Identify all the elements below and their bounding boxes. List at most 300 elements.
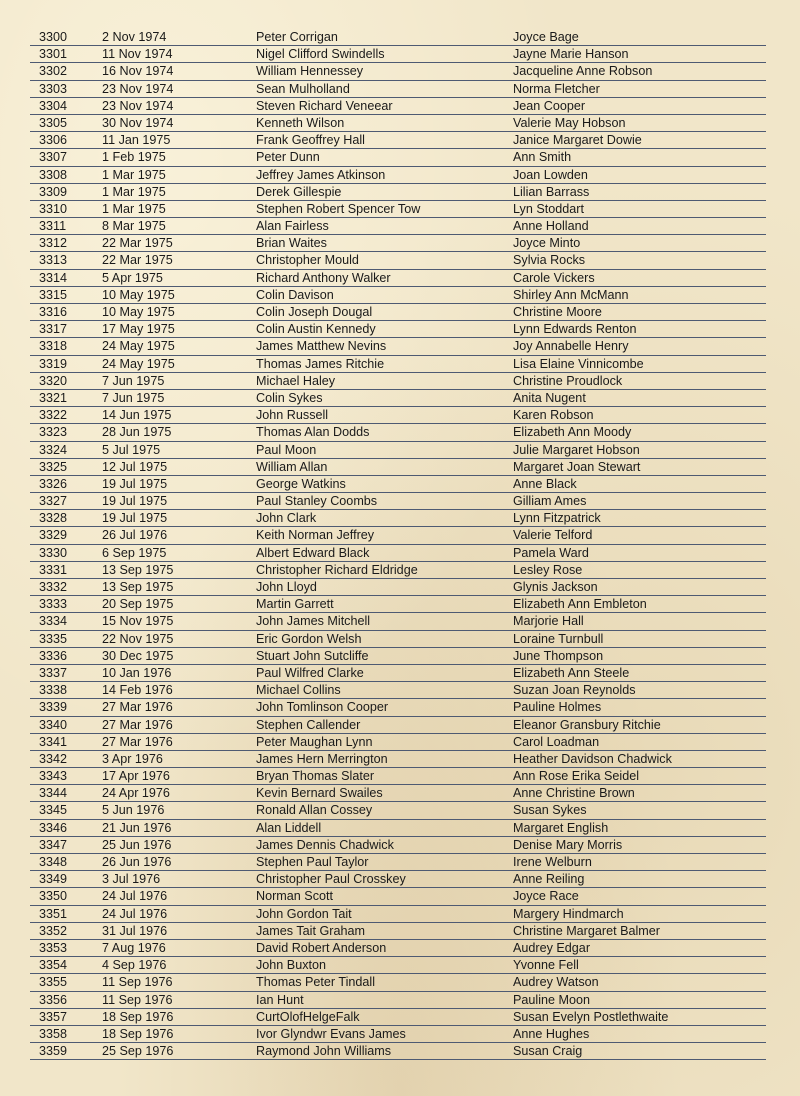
bride-name: Norma Fletcher [513,81,600,96]
marriage-date: 5 Jun 1976 [102,803,165,818]
table-row [30,613,766,630]
marriage-date: 24 Apr 1976 [102,786,170,801]
marriage-date: 18 Sep 1976 [102,1009,174,1024]
table-row [30,957,766,974]
groom-name: Stephen Robert Spencer Tow [256,201,421,216]
groom-name: Ivor Glyndwr Evans James [256,1026,406,1041]
entry-number: 3348 [39,855,68,869]
entry-number: 3326 [39,476,68,491]
bride-name: Joy Annabelle Henry [513,339,629,354]
groom-name: Frank Geoffrey Hall [256,133,365,148]
marriage-date: 23 Nov 1974 [102,98,174,113]
groom-name: Norman Scott [256,889,333,904]
groom-name: Paul Moon [256,442,317,457]
groom-name: Richard Anthony Walker [256,270,391,285]
marriage-date: 19 Jul 1975 [102,494,168,509]
marriage-date: 10 Jan 1976 [102,665,172,680]
bride-name: Lisa Elaine Vinnicombe [513,356,644,371]
entry-number: 3334 [39,614,68,629]
groom-name: Eric Gordon Welsh [256,631,362,646]
entry-number: 3332 [39,580,68,594]
groom-name: Steven Richard Veneear [256,98,393,113]
table-row [30,442,766,459]
table-row [30,562,766,579]
marriage-date: 18 Sep 1976 [102,1026,174,1041]
groom-name: James Matthew Nevins [256,339,387,354]
marriage-date: 8 Mar 1975 [102,219,166,234]
bride-name: Jacqueline Anne Robson [513,64,653,79]
table-row [30,871,766,888]
entry-number: 3328 [39,511,68,526]
table-row [30,167,766,184]
groom-name: Paul Stanley Coombs [256,494,378,509]
table-row [30,631,766,648]
entry-number: 3341 [39,734,68,749]
bride-name: Anne Christine Brown [513,786,635,801]
entry-number: 3329 [39,528,68,543]
groom-name: William Hennessey [256,64,364,79]
groom-name: Kenneth Wilson [256,115,345,130]
bride-name: Pamela Ward [513,545,589,560]
bride-name: Anne Holland [513,219,589,234]
marriage-date: 2 Nov 1974 [102,30,167,44]
entry-number: 3340 [39,717,68,732]
entry-number: 3304 [39,98,68,113]
bride-name: Elizabeth Ann Embleton [513,597,647,612]
entry-number: 3303 [39,81,68,96]
bride-name: Loraine Turnbull [513,631,604,646]
bride-name: Lynn Fitzpatrick [513,511,601,526]
entry-number: 3311 [39,219,67,234]
entry-number: 3354 [39,958,68,973]
table-row [30,510,766,527]
bride-name: Margaret English [513,820,609,835]
table-row [30,1009,766,1026]
entry-number: 3310 [39,201,68,216]
bride-name: Ann Smith [513,150,572,165]
bride-name: Ann Rose Erika Seidel [513,769,640,784]
entry-number: 3308 [39,167,68,182]
groom-name: Christopher Paul Crosskey [256,872,406,887]
table-row [30,802,766,819]
bride-name: Julie Margaret Hobson [513,442,640,457]
table-row [30,785,766,802]
table-row [30,459,766,476]
groom-name: Christopher Richard Eldridge [256,562,418,577]
table-row [30,270,766,287]
marriage-date: 24 Jul 1976 [102,889,168,904]
marriage-date: 13 Sep 1975 [102,580,174,594]
bride-name: Gilliam Ames [513,494,587,509]
entry-number: 3315 [39,287,68,302]
entry-number: 3344 [39,786,68,801]
marriage-date: 5 Jul 1975 [102,442,161,457]
marriage-date: 16 Nov 1974 [102,64,174,79]
entry-number: 3342 [39,751,68,766]
table-row [30,596,766,613]
bride-name: Suzan Joan Reynolds [513,683,636,698]
entry-number: 3301 [39,47,68,62]
table-row [30,992,766,1009]
bride-name: Valerie May Hobson [513,115,626,130]
marriage-date: 6 Sep 1975 [102,545,167,560]
table-row [30,734,766,751]
table-row [30,29,766,46]
table-row [30,115,766,132]
table-row [30,63,766,80]
entry-number: 3347 [39,837,68,852]
table-row [30,407,766,424]
entry-number: 3337 [39,665,68,680]
table-row [30,98,766,115]
table-row [30,356,766,373]
groom-name: Peter Dunn [256,150,320,165]
bride-name: Margaret Joan Stewart [513,459,641,474]
bride-name: Audrey Watson [513,975,599,990]
table-row [30,373,766,390]
table-row [30,252,766,269]
groom-name: Alan Liddell [256,820,322,835]
entry-number: 3355 [39,975,68,990]
bride-name: Irene Welburn [513,855,592,869]
groom-name: Derek Gillespie [256,184,342,199]
groom-name: Ronald Allan Cossey [256,803,373,818]
bride-name: Lyn Stoddart [513,201,584,216]
bride-name: Joyce Race [513,889,579,904]
entry-number: 3333 [39,597,68,612]
bride-name: Elizabeth Ann Steele [513,665,630,680]
marriage-date: 10 May 1975 [102,287,175,302]
groom-name: Thomas Peter Tindall [256,975,375,990]
entry-number: 3322 [39,408,68,423]
bride-name: Marjorie Hall [513,614,584,629]
entry-number: 3320 [39,373,68,388]
bride-name: Lilian Barrass [513,184,590,199]
marriage-date: 7 Aug 1976 [102,940,166,955]
table-row [30,184,766,201]
bride-name: Denise Mary Morris [513,837,623,852]
bride-name: Anne Reiling [513,872,585,887]
table-row [30,304,766,321]
bride-name: Christine Proudlock [513,373,623,388]
entry-number: 3302 [39,64,68,79]
marriage-date: 10 May 1975 [102,305,175,319]
groom-name: Albert Edward Black [256,545,370,560]
table-row [30,390,766,407]
marriage-date: 20 Sep 1975 [102,597,174,612]
entry-number: 3343 [39,769,68,784]
groom-name: Stephen Paul Taylor [256,855,369,869]
groom-name: Keith Norman Jeffrey [256,528,375,543]
marriage-date: 14 Feb 1976 [102,683,173,698]
groom-name: Michael Collins [256,683,341,698]
groom-name: James Dennis Chadwick [256,837,394,852]
groom-name: Martin Garrett [256,597,334,612]
bride-name: Anita Nugent [513,390,586,405]
entry-number: 3312 [39,236,68,251]
entry-number: 3309 [39,184,68,199]
entry-number: 3339 [39,700,68,715]
groom-name: John Tomlinson Cooper [256,700,389,715]
marriage-date: 14 Jun 1975 [102,408,172,423]
bride-name: Anne Black [513,476,577,491]
table-row [30,1026,766,1043]
entry-number: 3358 [39,1026,68,1041]
table-row [30,940,766,957]
entry-number: 3345 [39,803,68,818]
entry-number: 3324 [39,442,68,457]
bride-name: Jean Cooper [513,98,586,113]
entry-number: 3359 [39,1044,68,1059]
marriage-date: 12 Jul 1975 [102,459,168,474]
groom-name: John Gordon Tait [256,906,352,921]
table-row [30,287,766,304]
groom-name: George Watkins [256,476,346,491]
bride-name: Lesley Rose [513,562,583,577]
register-table [30,29,766,1060]
entry-number: 3307 [39,150,68,165]
marriage-date: 17 May 1975 [102,322,175,337]
groom-name: Brian Waites [256,236,327,251]
bride-name: Christine Moore [513,305,602,319]
table-row [30,888,766,905]
table-row [30,338,766,355]
groom-name: John James Mitchell [256,614,371,629]
table-row [30,820,766,837]
groom-name: Colin Joseph Dougal [256,305,373,319]
marriage-date: 11 Jan 1975 [102,133,171,148]
entry-number: 3317 [39,322,68,337]
table-row [30,906,766,923]
table-row [30,493,766,510]
table-row [30,974,766,991]
table-row [30,579,766,596]
entry-number: 3300 [39,30,68,44]
entry-number: 3346 [39,820,68,835]
marriage-date: 24 May 1975 [102,356,175,371]
table-row [30,132,766,149]
marriage-date: 11 Sep 1976 [102,975,173,990]
table-row [30,923,766,940]
marriage-date: 22 Mar 1975 [102,236,173,251]
table-row [30,545,766,562]
groom-name: Thomas James Ritchie [256,356,385,371]
marriage-date: 27 Mar 1976 [102,717,173,732]
entry-number: 3353 [39,940,68,955]
entry-number: 3338 [39,683,68,698]
bride-name: Heather Davidson Chadwick [513,751,672,766]
groom-name: Stephen Callender [256,717,361,732]
bride-name: Carol Loadman [513,734,600,749]
marriage-date: 27 Mar 1976 [102,700,173,715]
bride-name: Pauline Moon [513,992,591,1007]
marriage-date: 30 Dec 1975 [102,648,174,663]
bride-name: Joan Lowden [513,167,588,182]
groom-name: Bryan Thomas Slater [256,769,375,784]
bride-name: Lynn Edwards Renton [513,322,637,337]
table-row [30,854,766,871]
bride-name: Susan Craig [513,1044,583,1059]
marriage-date: 1 Mar 1975 [102,201,166,216]
table-row [30,751,766,768]
entry-number: 3335 [39,631,68,646]
groom-name: Nigel Clifford Swindells [256,47,385,62]
groom-name: Peter Maughan Lynn [256,734,373,749]
table-row [30,46,766,63]
groom-name: James Hern Merrington [256,751,388,766]
groom-name: Thomas Alan Dodds [256,425,370,440]
groom-name: CurtOlofHelgeFalk [256,1009,360,1024]
entry-number: 3351 [39,906,68,921]
groom-name: Ian Hunt [256,992,304,1007]
bride-name: Elizabeth Ann Moody [513,425,632,440]
table-row [30,837,766,854]
bride-name: Glynis Jackson [513,580,598,594]
groom-name: James Tait Graham [256,923,365,938]
table-row [30,768,766,785]
entry-number: 3352 [39,923,68,938]
marriage-date: 27 Mar 1976 [102,734,173,749]
groom-name: Christopher Mould [256,253,359,268]
bride-name: Susan Evelyn Postlethwaite [513,1009,669,1024]
entry-number: 3356 [39,992,68,1007]
entry-number: 3323 [39,425,68,440]
groom-name: Jeffrey James Atkinson [256,167,386,182]
marriage-date: 7 Jun 1975 [102,390,165,405]
marriage-date: 30 Nov 1974 [102,115,174,130]
marriage-date: 28 Jun 1975 [102,425,172,440]
marriage-date: 1 Feb 1975 [102,150,166,165]
bride-name: Audrey Edgar [513,940,591,955]
entry-number: 3327 [39,494,68,509]
table-row [30,527,766,544]
bride-name: Joyce Minto [513,236,581,251]
entry-number: 3305 [39,115,68,130]
entry-number: 3349 [39,872,68,887]
entry-number: 3319 [39,356,68,371]
marriage-date: 19 Jul 1975 [102,476,168,491]
groom-name: Paul Wilfred Clarke [256,665,364,680]
table-row [30,665,766,682]
marriage-date: 4 Sep 1976 [102,958,167,973]
marriage-date: 15 Nov 1975 [102,614,174,629]
groom-name: Colin Davison [256,287,334,302]
marriage-date: 17 Apr 1976 [102,769,170,784]
entry-number: 3325 [39,459,68,474]
marriage-date: 3 Jul 1976 [102,872,161,887]
table-row [30,717,766,734]
marriage-date: 25 Jun 1976 [102,837,172,852]
bride-name: Valerie Telford [513,528,593,543]
bride-name: Anne Hughes [513,1026,590,1041]
marriage-date: 1 Mar 1975 [102,184,166,199]
entry-number: 3357 [39,1009,68,1024]
bride-name: Shirley Ann McMann [513,287,629,302]
entry-number: 3331 [39,562,68,577]
marriage-date: 24 May 1975 [102,339,175,354]
groom-name: Stuart John Sutcliffe [256,648,369,663]
groom-name: Raymond John Williams [256,1044,392,1059]
marriage-date: 19 Jul 1975 [102,511,168,526]
marriage-date: 22 Mar 1975 [102,253,173,268]
bride-name: Pauline Holmes [513,700,602,715]
entry-number: 3321 [39,390,68,405]
table-row [30,476,766,493]
marriage-date: 25 Sep 1976 [102,1044,174,1059]
groom-name: David Robert Anderson [256,940,387,955]
bride-name: Joyce Bage [513,30,579,44]
groom-name: Kevin Bernard Swailes [256,786,383,801]
marriage-date: 26 Jun 1976 [102,855,172,869]
bride-name: Susan Sykes [513,803,587,818]
bride-name: Christine Margaret Balmer [513,923,660,938]
table-row [30,149,766,166]
bride-name: Janice Margaret Dowie [513,133,642,148]
table-row [30,201,766,218]
marriage-date: 11 Nov 1974 [102,47,173,62]
marriage-date: 31 Jul 1976 [102,923,168,938]
marriage-date: 1 Mar 1975 [102,167,166,182]
groom-name: William Allan [256,459,328,474]
groom-name: Alan Fairless [256,219,329,234]
groom-name: John Clark [256,511,317,526]
groom-name: John Russell [256,408,329,423]
bride-name: Eleanor Gransbury Ritchie [513,717,661,732]
marriage-date: 22 Nov 1975 [102,631,174,646]
table-row [30,218,766,235]
groom-name: John Lloyd [256,580,317,594]
groom-name: John Buxton [256,958,327,973]
table-row [30,682,766,699]
bride-name: Karen Robson [513,408,594,423]
table-row [30,648,766,665]
marriage-date: 24 Jul 1976 [102,906,168,921]
entry-number: 3316 [39,305,68,319]
marriage-date: 26 Jul 1976 [102,528,168,543]
groom-name: Colin Austin Kennedy [256,322,376,337]
entry-number: 3336 [39,648,68,663]
entry-number: 3330 [39,545,68,560]
marriage-date: 23 Nov 1974 [102,81,174,96]
entry-number: 3314 [39,270,68,285]
entry-number: 3313 [39,253,68,268]
bride-name: Yvonne Fell [513,958,579,973]
bride-name: Jayne Marie Hanson [513,47,629,62]
table-row [30,321,766,338]
groom-name: Colin Sykes [256,390,323,405]
table-row [30,424,766,441]
table-row [30,235,766,252]
groom-name: Sean Mulholland [256,81,350,96]
marriage-date: 11 Sep 1976 [102,992,173,1007]
marriage-date: 21 Jun 1976 [102,820,172,835]
marriage-date: 5 Apr 1975 [102,270,163,285]
table-row [30,1043,766,1060]
groom-name: Peter Corrigan [256,30,338,44]
groom-name: Michael Haley [256,373,336,388]
entry-number: 3350 [39,889,68,904]
bride-name: June Thompson [513,648,604,663]
entry-number: 3318 [39,339,68,354]
marriage-date: 7 Jun 1975 [102,373,165,388]
table-row [30,81,766,98]
marriage-date: 13 Sep 1975 [102,562,174,577]
bride-name: Carole Vickers [513,270,595,285]
bride-name: Margery Hindmarch [513,906,624,921]
table-row [30,699,766,716]
bride-name: Sylvia Rocks [513,253,586,268]
entry-number: 3306 [39,133,68,148]
